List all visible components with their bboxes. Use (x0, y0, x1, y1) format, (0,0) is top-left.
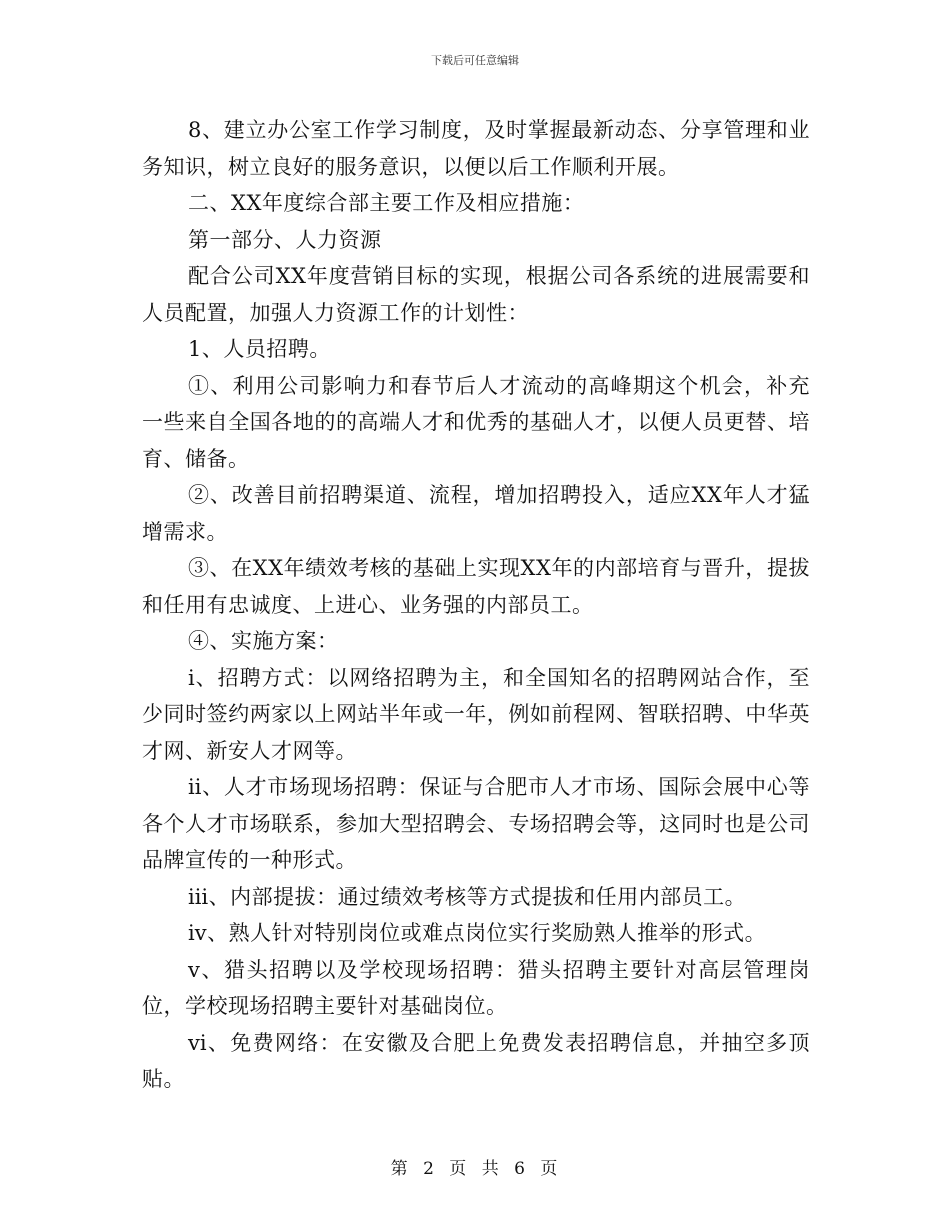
paragraph: ②、改善目前招聘渠道、流程，增加招聘投入，适应XX年人才猛增需求。 (142, 483, 810, 544)
paragraph: ⅰ、招聘方式：以网络招聘为主，和全国知名的招聘网站合作，至少同时签约两家以上网站半年或一年，例如前程网、智联招聘、中华英才网、新安人才网等。 (142, 665, 810, 763)
header-note: 下载后可任意编辑 (431, 54, 519, 67)
paragraph: ①、利用公司影响力和春节后人才流动的高峰期这个机会，补充一些来自全国各地的的高端人才和优秀的基础人才，以便人员更替、培育、储备。 (142, 373, 810, 471)
paragraph: ③、在XX年绩效考核的基础上实现XX年的内部培育与晋升，提拔和任用有忠诚度、上进心、业务强的内部员工。 (142, 556, 810, 617)
paragraph: 第一部分、人力资源 (188, 227, 382, 252)
paragraph: ④、实施方案： (188, 629, 339, 653)
paragraph: ⅱ、人才市场现场招聘：保证与合肥市人才市场、国际会展中心等各个人才市场联系，参加大型招聘会、专场招聘会等，这同时也是公司品牌宣传的一种形式。 (142, 775, 810, 872)
paragraph: ⅲ、内部提拔：通过绩效考核等方式提拔和任用内部员工。 (188, 884, 747, 909)
paragraph: 8、建立办公室工作学习制度，及时掌握最新动态、分享管理和业务知识，树立良好的服务意识，以便以后工作顺利开展。 (142, 118, 810, 179)
paragraph: 1、人员招聘。 (188, 337, 331, 361)
paragraph: ⅴ、猎头招聘以及学校现场招聘：猎头招聘主要针对高层管理岗位，学校现场招聘主要针对基础岗位。 (142, 957, 810, 1018)
paragraph: ⅵ、免费网络：在安徽及合肥上免费发表招聘信息，并抽空多顶贴。 (142, 1030, 810, 1091)
paragraph: 二、XX年度综合部主要工作及相应措施： (188, 191, 585, 215)
page-number: 第 2 页 共 6 页 (390, 1159, 560, 1179)
document-body (142, 112, 810, 1098)
paragraph: ⅳ、熟人针对特别岗位或难点岗位实行奖励熟人推举的形式。 (188, 921, 767, 945)
paragraph: 配合公司XX年度营销目标的实现，根据公司各系统的进展需要和人员配置，加强人力资源工作的计划性： (142, 264, 810, 325)
